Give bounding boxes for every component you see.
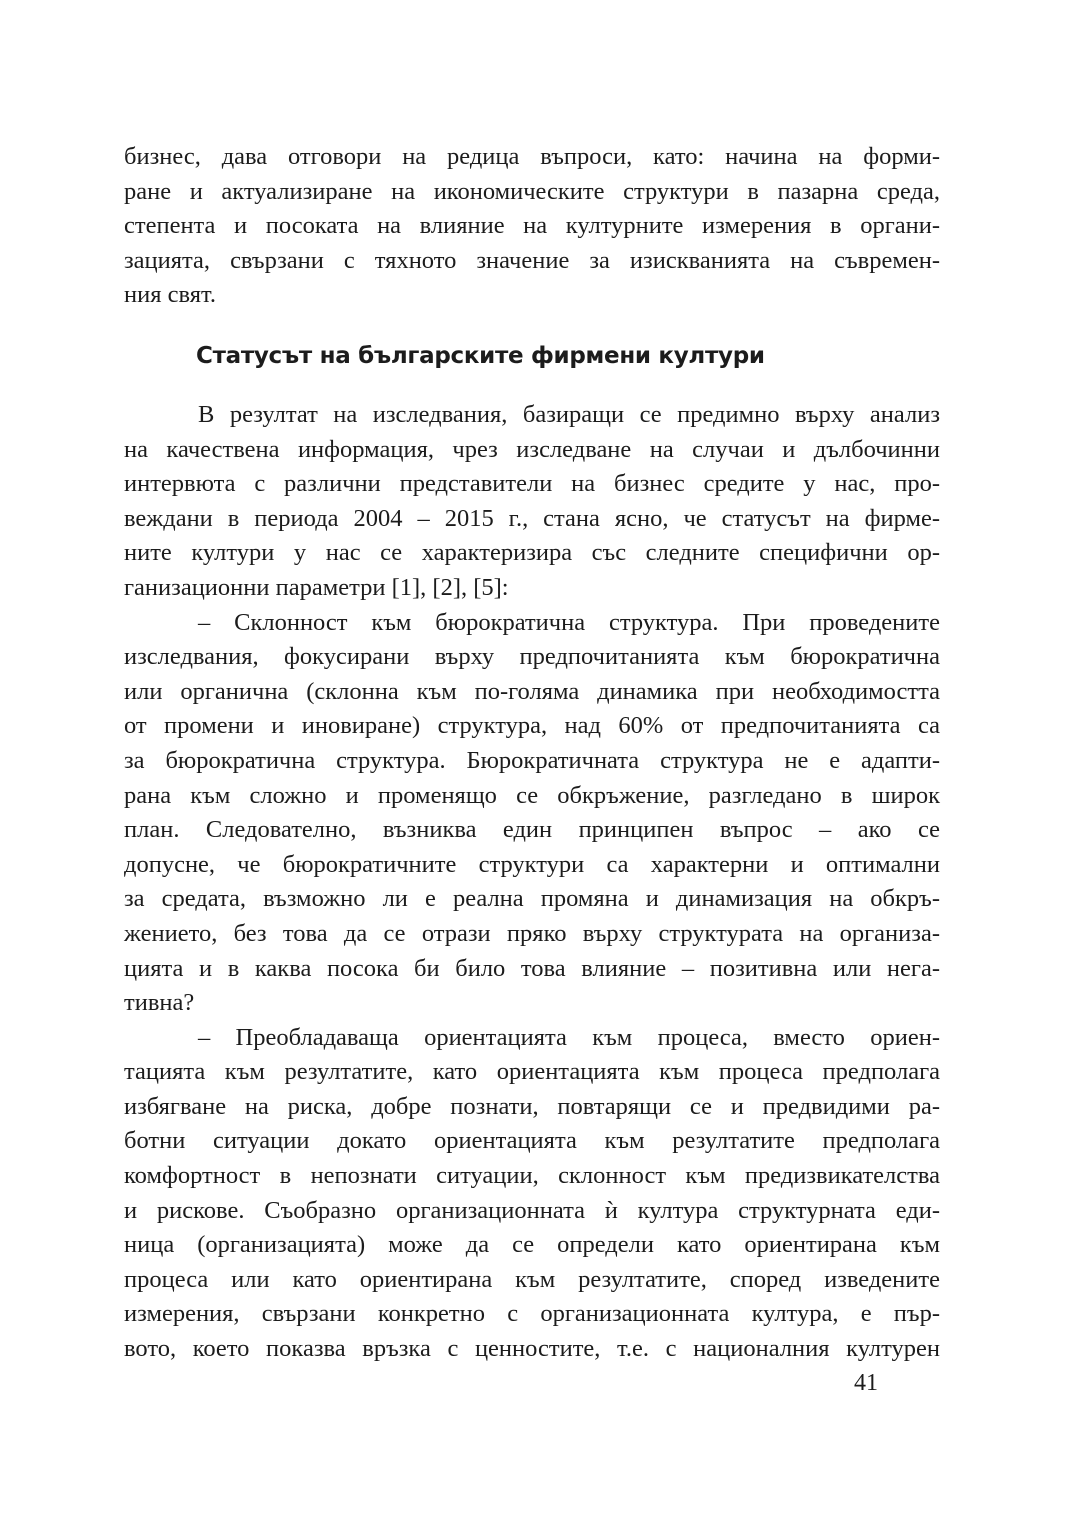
text-line: бизнес, дава отговори на редица въпроси, като: начина на форми- (124, 143, 940, 170)
text-line: ганизационни параметри [1], [2], [5]: (124, 573, 509, 601)
text-line: от промени и иновиране) структура, над 60% от предпочитанията са (124, 712, 940, 740)
text-line: В резултат на изследвания, базиращи се предимно върху анализ (198, 401, 940, 428)
text-line: рана към сложно и променящо се обкръжение, разгледано в широк (124, 781, 940, 809)
text-line: процеса или като ориентирана към резултатите, според изведените (124, 1265, 940, 1293)
text-line: зацията, свързани с тяхното значение за изискванията на съвремен- (124, 246, 940, 274)
page-number: 41 (854, 1370, 878, 1396)
text-line: интервюта с различни представители на бизнес средите у нас, про- (124, 470, 940, 498)
text-line: ните култури у нас се характеризира със следните специфични ор- (124, 539, 940, 567)
text-line: вото, което показва връзка с ценностите, т.е. с националния културен (124, 1335, 940, 1363)
text-line: на качествена информация, чрез изследване на случаи и дълбочинни (124, 435, 940, 463)
text-line: за бюрократична структура. Бюрократичната структура не е адапти- (124, 746, 940, 774)
text-line: допусне, че бюрократичните структури са характерни и оптимални (124, 850, 940, 878)
section-body (124, 398, 940, 1367)
text-line: или органична (склонна към по-голяма динамика при необходимостта (124, 677, 940, 705)
text-line: тацията към резултатите, като ориентацията към процеса предполага (124, 1058, 940, 1086)
text-line: тивна? (124, 989, 195, 1017)
text-line: ния свят. (124, 281, 216, 309)
section-heading: Статусът на българските фирмени култури (196, 343, 765, 369)
continued-paragraph (124, 140, 940, 313)
text-line: изследвания, фокусирани върху предпочитанията към бюрократична (124, 643, 940, 671)
text-line: ница (организацията) може да се определи като ориентирана към (124, 1231, 940, 1259)
text-line: ране и актуализиране на икономическите структури в пазарна среда, (124, 177, 940, 205)
text-line: – Преобладаваща ориентацията към процеса, вместо ориен- (198, 1023, 940, 1051)
text-line: жението, без това да се отрази пряко върху структурата на организа- (124, 919, 940, 947)
text-line: измерения, свързани конкретно с организационната култура, е пър- (124, 1300, 940, 1328)
text-line: и рискове. Съобразно организационната ѝ култура структурната еди- (124, 1196, 940, 1224)
text-line: – Склонност към бюрократична структура. При проведените (198, 608, 940, 636)
text-line: степента и посоката на влияние на културните измерения в органи- (124, 212, 940, 240)
text-line: избягване на риска, добре познати, повтарящи се и предвидими ра- (124, 1092, 940, 1120)
text-line: за средата, възможно ли е реална промяна и динамизация на обкръ- (124, 885, 940, 913)
text-line: цията и в каква посока би било това влияние – позитивна или нега- (124, 954, 940, 982)
text-line: ботни ситуации докато ориентацията към резултатите предполага (124, 1127, 940, 1155)
text-line: комфортност в непознати ситуации, склонност към предизвикателства (124, 1162, 940, 1190)
text-line: веждани в периода 2004 – 2015 г., стана ясно, че статусът на фирме- (124, 504, 940, 532)
text-line: план. Следователно, възниква един принципен въпрос – ако се (124, 816, 940, 844)
